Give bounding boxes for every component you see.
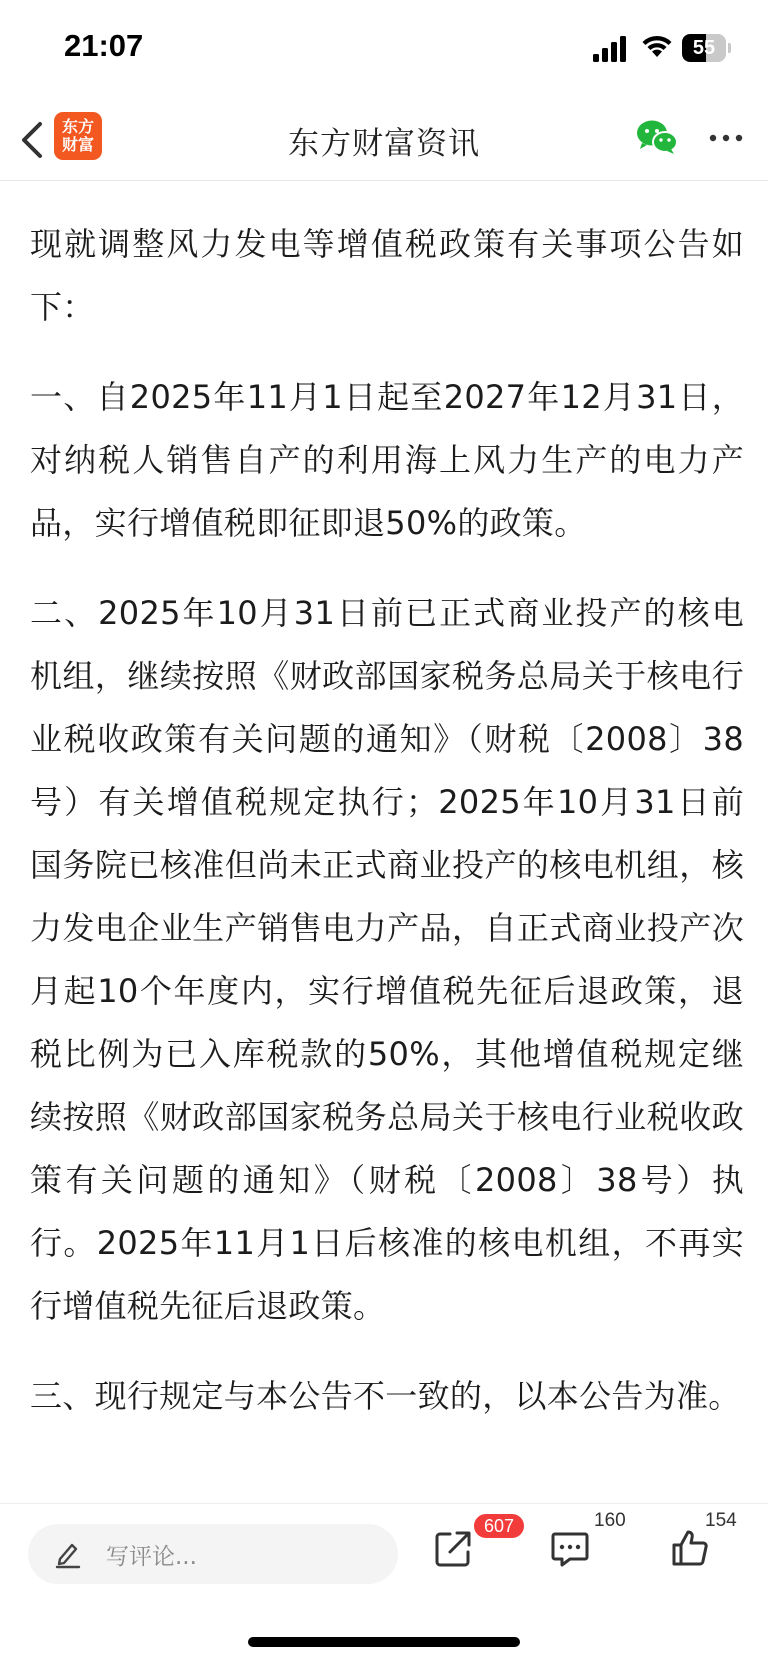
article-body <box>30 180 744 1428</box>
battery-level: 55 <box>692 36 716 59</box>
comment-placeholder: 写评论... <box>106 1544 197 1570</box>
battery-icon <box>682 34 726 62</box>
article-paragraph: 现就调整风力发电等增值税政策有关事项公告如下： <box>30 225 744 326</box>
signal-icon <box>593 36 629 62</box>
wifi-icon <box>640 33 674 59</box>
comments-count: 160 <box>594 1510 626 1531</box>
nav-bar <box>0 100 768 181</box>
article-paragraph: 三、现行规定与本公告不一致的，以本公告为准。 <box>30 1377 741 1415</box>
likes-count: 154 <box>705 1510 737 1531</box>
comment-input[interactable] <box>28 1524 398 1584</box>
bottom-action-bar <box>0 1503 768 1664</box>
share-icon[interactable] <box>432 1528 474 1570</box>
comment-icon[interactable] <box>550 1530 590 1568</box>
status-bar <box>0 0 768 100</box>
pencil-icon <box>54 1539 82 1569</box>
wechat-icon[interactable] <box>636 118 678 156</box>
article-paragraph: 二、2025年10月31日前已正式商业投产的核电机组，继续按照《财政部国家税务总局关于核电行业税收政策有关问题的通知》（财税〔2008〕38号）有关增值税规定执行；2025年10月31日前国务院已核准但尚未正式商业投产的核电机组，核力发电企业生产销售电力产品，自正式商业投产次月起10个年度内，实行增值税先征后退政策，退税比例为已入库税款的50%，其他增值税规定继续按照《财政部国家税务总局关于核电行业税收政策有关问题的通知》（财税〔2008〕38号）执行。2025年11月1日后核准的核电机组，不再实行增值税先征后退政策。 <box>30 594 744 1325</box>
share-count-badge: 607 <box>474 1514 524 1538</box>
page-title: 东方财富资讯 <box>288 126 480 162</box>
status-time: 21:07 <box>64 28 144 63</box>
battery-cap <box>728 43 731 53</box>
thumbs-up-icon[interactable] <box>670 1528 710 1568</box>
more-icon[interactable] <box>708 132 744 144</box>
logo-line-2: 财富 <box>61 135 94 154</box>
home-indicator <box>248 1637 520 1647</box>
logo-line-1: 东方 <box>61 117 94 136</box>
article-paragraph: 一、自2025年11月1日起至2027年12月31日，对纳税人销售自产的利用海上风力生产的电力产品，实行增值税即征即退50%的政策。 <box>30 378 744 542</box>
